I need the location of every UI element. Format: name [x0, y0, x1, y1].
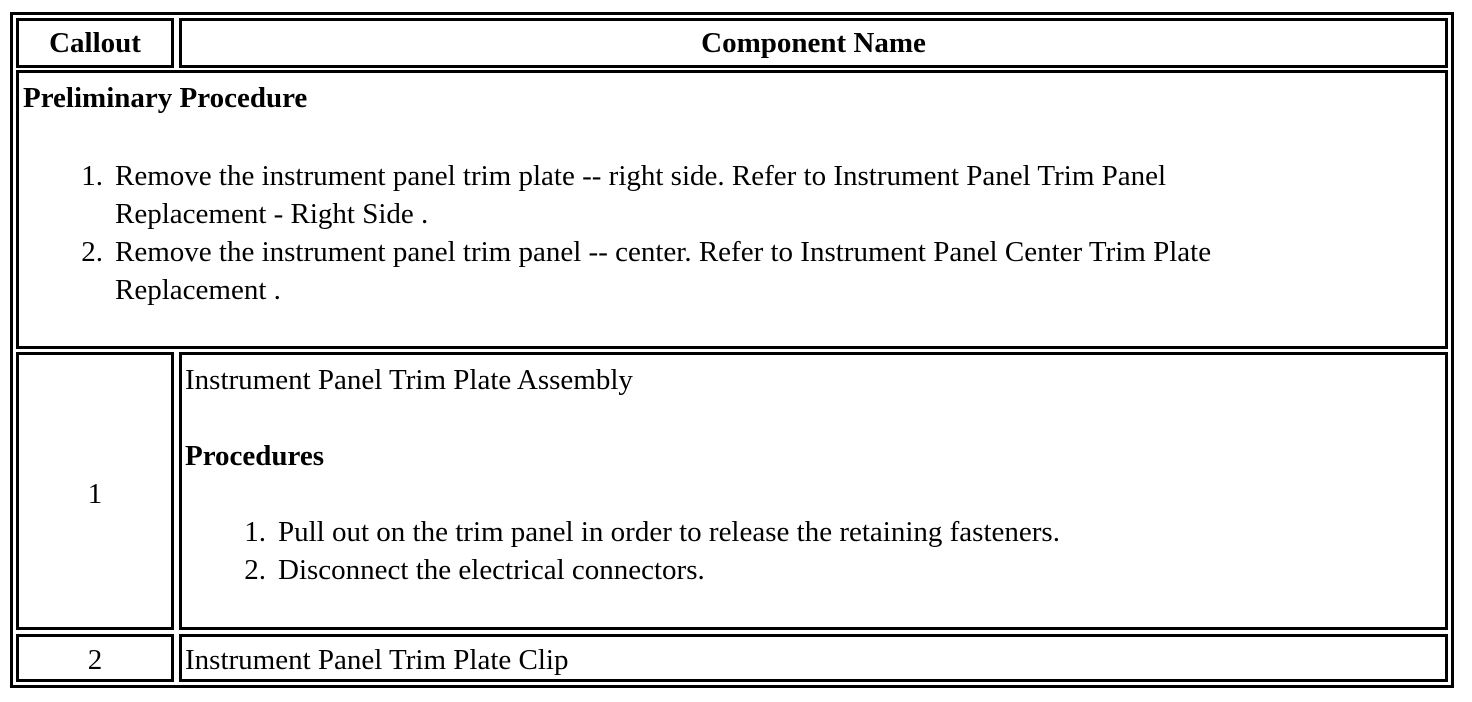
table-row-1-component [179, 352, 1448, 630]
step-text-line: Replacement - Right Side . [115, 198, 429, 230]
list-item [63, 233, 1433, 309]
preliminary-procedure-title: Preliminary Procedure [23, 82, 308, 114]
header-component-name [179, 18, 1448, 68]
component-name: Instrument Panel Trim Plate Assembly [185, 364, 633, 396]
header-callout [16, 18, 174, 68]
table-row-2-callout [16, 634, 174, 682]
preliminary-steps-list [63, 157, 1433, 309]
list-item [226, 551, 1426, 589]
procedures-title: Procedures [185, 440, 325, 472]
preliminary-procedure-cell [16, 70, 1448, 349]
list-item [63, 157, 1433, 233]
step-text-line: Remove the instrument panel trim panel -- center. Refer to Instrument Panel Center Trim Plate [115, 236, 1212, 268]
procedures-steps-list [226, 513, 1426, 589]
list-item [226, 513, 1426, 551]
callout-number: 2 [87, 644, 103, 676]
header-callout-label: Callout [49, 27, 141, 59]
table-row-1-callout [16, 352, 174, 630]
step-text: Pull out on the trim panel in order to release the retaining fasteners. [278, 516, 1060, 548]
step-text-line: Replacement . [115, 274, 281, 306]
table-row-2-component [179, 634, 1448, 682]
step-text: Disconnect the electrical connectors. [278, 554, 705, 586]
component-name: Instrument Panel Trim Plate Clip [185, 644, 569, 676]
component-table [10, 12, 1454, 688]
step-number: 1. [244, 516, 266, 548]
callout-number: 1 [87, 478, 103, 510]
step-number: 2. [81, 236, 103, 268]
step-number: 2. [244, 554, 266, 586]
step-number: 1. [81, 160, 103, 192]
header-component-name-label: Component Name [701, 27, 926, 59]
step-text-line: Remove the instrument panel trim plate -- right side. Refer to Instrument Panel Trim Panel [115, 160, 1167, 192]
